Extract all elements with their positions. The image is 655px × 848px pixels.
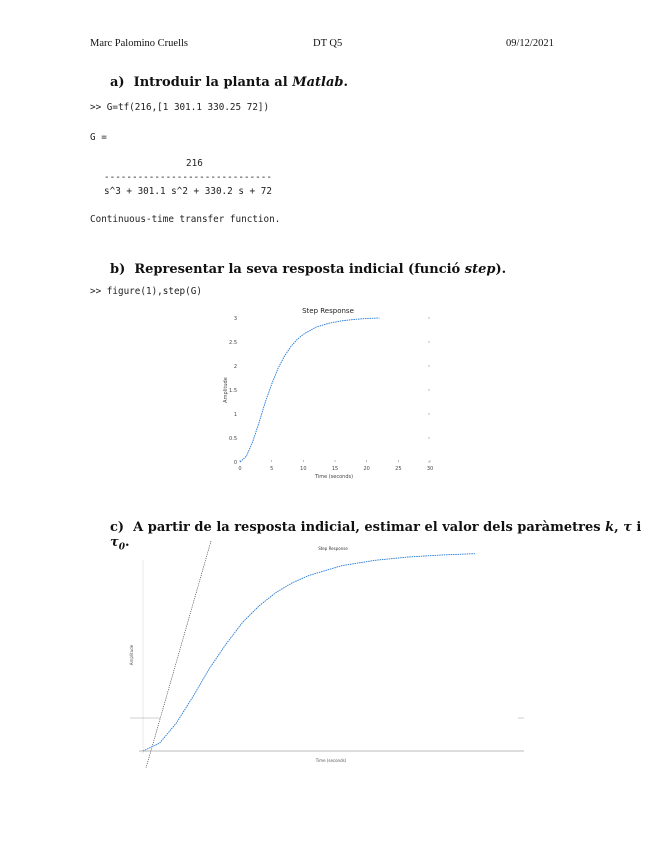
matlab-output-note: Continuous-time transfer function.: [90, 214, 281, 225]
param-tau0-sub: 0: [118, 542, 126, 553]
chart1-xtick-label: 5: [270, 466, 274, 472]
header-author: Marc Palomino Cruells: [90, 38, 188, 49]
chart1-title: Step Response: [302, 307, 354, 315]
section-a-title-end: .: [343, 75, 348, 90]
chart1-ytick-label: 1.5: [229, 388, 237, 394]
chart1-ytick-label: 0.5: [229, 436, 237, 442]
header-date: 09/12/2021: [506, 38, 554, 49]
section-b-title: Representar la seva resposta indicial (funció: [134, 262, 465, 277]
param-k: k: [605, 520, 615, 535]
section-a-letter: a): [110, 75, 125, 90]
chart1-xtick-label: 15: [331, 466, 339, 472]
tf-numerator: 216: [186, 158, 203, 169]
chart1-xtick-label: 10: [300, 466, 307, 472]
matlab-command-tf: >> G=tf(216,[1 301.1 330.25 72]): [90, 102, 270, 113]
chart1-xlabel: Time (seconds): [314, 474, 354, 480]
matlab-output-label: G =: [90, 132, 107, 143]
section-b-title-end: ).: [495, 262, 507, 277]
section-c-title: A partir de la resposta indicial, estimar el valor dels paràmetres: [133, 520, 606, 535]
chart1-ytick-label: 2: [233, 364, 237, 370]
tf-denominator: s^3 + 301.1 s^2 + 330.2 s + 72: [104, 186, 272, 197]
chart1-xtick-label: 20: [363, 466, 370, 472]
param-tau: τ: [623, 520, 632, 535]
chart2-series-line: [143, 554, 475, 751]
chart1-ylabel: Amplitude: [223, 377, 229, 403]
chart1-xtick-label: 30: [426, 466, 434, 472]
chart1-ytick-label: 1: [233, 412, 237, 418]
chart2-xlabel: Time (seconds): [315, 758, 347, 763]
chart1-ytick-label: 3: [233, 316, 237, 322]
chart1-xtick-label: 0: [238, 466, 242, 472]
chart1-ytick-label: 2.5: [229, 340, 237, 346]
section-c-sep1: ,: [614, 520, 624, 535]
chart2-ylabel: Amplitude: [129, 644, 134, 666]
section-c-sep2: i: [631, 520, 642, 535]
param-tau0: τ: [110, 535, 119, 550]
section-b-title-em: step: [464, 262, 496, 277]
tf-fraction-bar: ------------------------------: [104, 172, 272, 183]
chart1-xtick-label: 25: [395, 466, 402, 472]
matlab-command-step: >> figure(1),step(G): [90, 286, 202, 297]
section-c-letter: c): [110, 520, 125, 535]
section-a-title: Introduir la planta al: [133, 75, 293, 90]
chart1-ytick-label: 0: [233, 460, 237, 466]
section-b-letter: b): [110, 262, 126, 277]
section-a-title-em: Matlab: [292, 75, 344, 90]
section-c-title-end: .: [125, 535, 130, 550]
header-doc-id: DT Q5: [313, 38, 343, 49]
chart2-tangent-line: [146, 541, 211, 768]
chart2-title: Step Response: [318, 546, 348, 551]
